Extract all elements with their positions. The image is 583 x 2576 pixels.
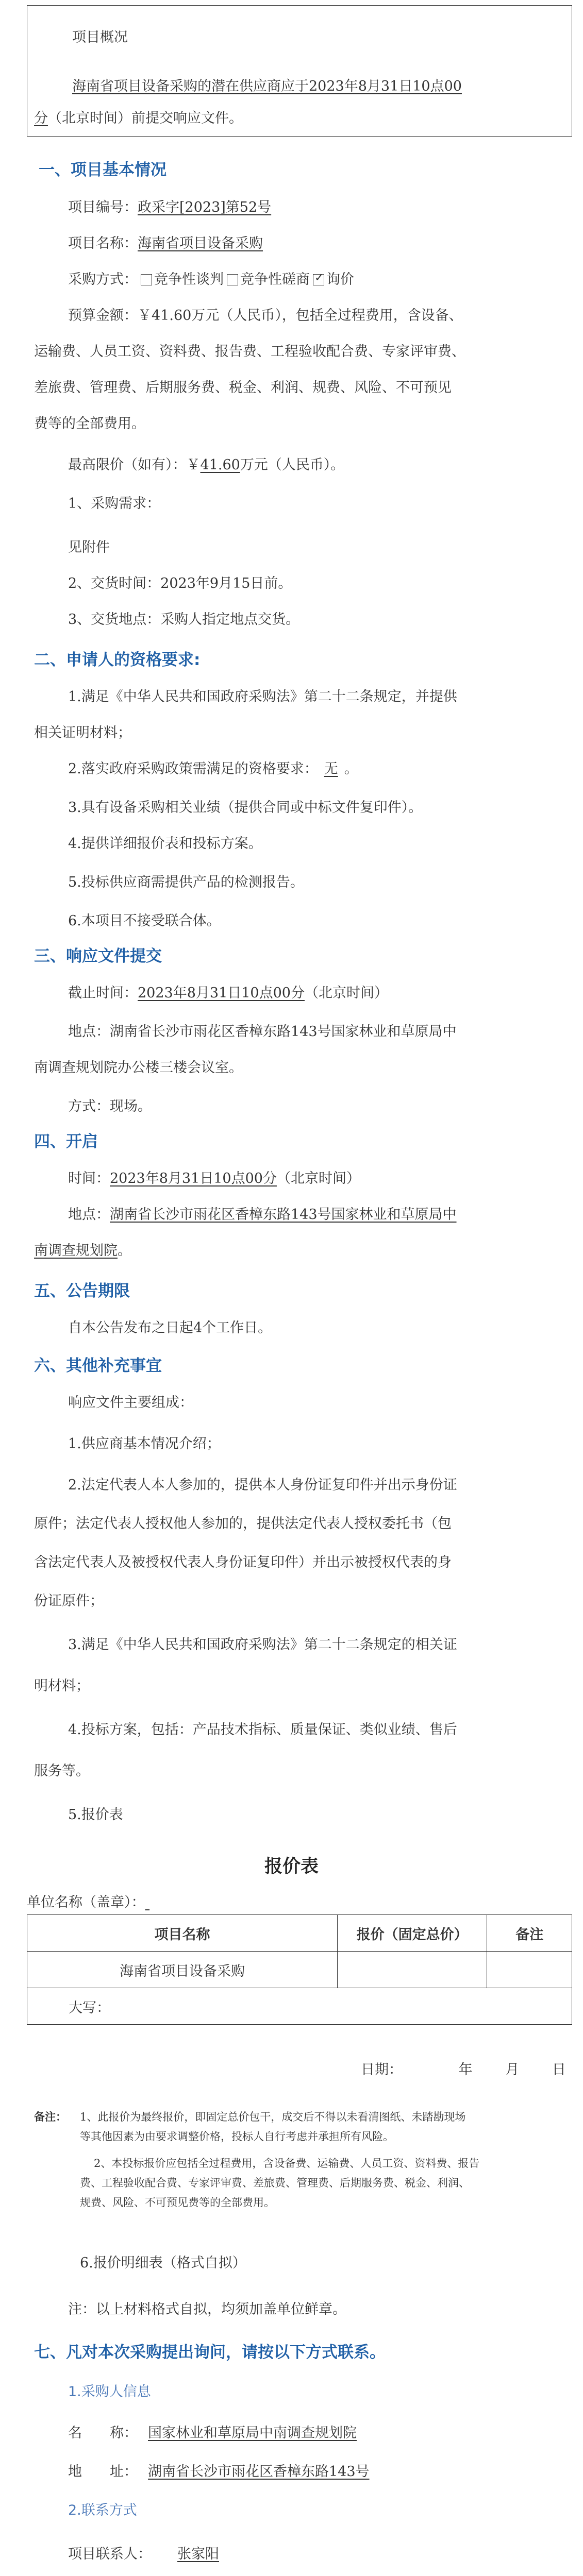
overview-post: （北京时间）前提交响应文件。 — [48, 110, 243, 126]
purchase-method — [68, 268, 354, 288]
cell-uppercase: 大写： — [27, 1988, 572, 2025]
quote-uppercase-row — [27, 1988, 572, 2025]
buyer-address — [68, 2460, 380, 2480]
req-2-label: 2.落实政府采购政策需满足的资格要求： — [68, 761, 318, 777]
docs-2-line-1: 2.法定代表人本人参加的，提供本人身份证复印件并出示身份证 — [68, 1477, 457, 1493]
open-time-value: 2023年8月31日10点00分 — [110, 1171, 277, 1187]
method-option-negotiation: 竞争性谈判 — [154, 272, 224, 287]
checkbox-consultation — [227, 274, 238, 285]
quote-table — [27, 1914, 572, 2025]
header-remark: 备注 — [487, 1915, 572, 1952]
req-2-post: 。 — [344, 761, 358, 777]
budget-line-1: 预算金额：￥41.60万元（人民币），包括全过程费用，含设备、 — [68, 308, 463, 324]
overview-line-1 — [72, 75, 462, 95]
section-3-title: 三、响应文件提交 — [34, 947, 162, 965]
submit-deadline — [68, 981, 388, 1002]
contact-heading: 2.联系方式 — [68, 2502, 137, 2518]
section-5-title: 五、公告期限 — [34, 1282, 130, 1300]
docs-2-line-4: 份证原件； — [34, 1593, 104, 1609]
project-name-value: 海南省项目设备采购 — [138, 235, 263, 251]
open-time-label: 时间： — [68, 1171, 110, 1187]
req-2-value: 无 — [324, 761, 338, 777]
deadline-label: 截止时间： — [68, 985, 138, 1001]
project-no-label: 项目编号： — [68, 199, 138, 215]
unit-name-label — [27, 1891, 300, 1911]
date-day: 日 — [552, 2062, 566, 2078]
section-7-title: 七、凡对本次采购提出询问，请按以下方式联系。 — [34, 2343, 386, 2362]
docs-4-line-2: 服务等。 — [34, 1763, 90, 1779]
method-option-consultation: 竞争性磋商 — [240, 272, 310, 287]
buyer-name-label: 名 称： — [68, 2425, 138, 2441]
max-price-unit: 万元（人民币）。 — [240, 457, 345, 473]
deadline-post: （北京时间） — [304, 985, 388, 1001]
note-2-line-2: 费、工程验收配合费、专家评审费、差旅费、管理费、后期服务费、税金、利润、 — [80, 2177, 470, 2189]
header-project-name: 项目名称 — [27, 1915, 338, 1952]
header-price: 报价（固定总价） — [337, 1915, 487, 1952]
date-label: 日期： — [361, 2062, 403, 2078]
note-1-line-2: 等其他因素为由要求调整价格，投标人自行考虑并承担所有风险。 — [80, 2130, 394, 2143]
section-6-title: 六、其他补充事宜 — [34, 1357, 162, 1375]
contact-person — [68, 2543, 245, 2563]
materials-note: 注：以上材料格式自拟，均须加盖单位鲜章。 — [68, 2301, 346, 2317]
notice-period: 自本公告发布之日起4个工作日。 — [68, 1320, 272, 1336]
buyer-address-label: 地 址： — [68, 2464, 138, 2480]
open-time — [68, 1167, 360, 1187]
project-no — [68, 196, 271, 216]
method-option-inquiry: 询价 — [326, 272, 354, 287]
project-name — [68, 232, 263, 252]
docs-3-line-2: 明材料； — [34, 1678, 90, 1694]
req-2 — [68, 757, 358, 777]
docs-intro: 响应文件主要组成： — [68, 1395, 193, 1411]
req-1-line-2: 相关证明材料； — [34, 725, 131, 741]
docs-4-line-1: 4.投标方案，包括：产品技术指标、质量保证、类似业绩、售后 — [68, 1722, 457, 1738]
max-price — [68, 453, 344, 473]
project-no-value: 政采字[2023]第52号 — [138, 199, 272, 215]
docs-2-line-2: 原件；法定代表人授权他人参加的，提供法定代表人授权委托书（包 — [34, 1516, 452, 1532]
buyer-name-value: 国家林业和草原局中南调查规划院 — [148, 2425, 357, 2441]
open-place-line-1 — [68, 1203, 457, 1223]
req-4: 4.提供详细报价表和投标方案。 — [68, 836, 262, 852]
quote-date — [361, 2058, 566, 2078]
method-label: 采购方式： — [68, 272, 138, 287]
open-time-post: （北京时间） — [276, 1171, 360, 1187]
submit-mode: 方式：现场。 — [68, 1098, 152, 1114]
overview-date-end: 分 — [34, 110, 48, 126]
unit-label: 单位名称（盖章）： — [27, 1894, 145, 1910]
contact-person-label: 项目联系人： — [68, 2546, 152, 2562]
note-1-line-1: 1、此报价为最终报价，即固定总价包干，成交后不得以未看清图纸、未踏勘现场 — [80, 2111, 466, 2123]
open-place-line-2 — [34, 1239, 131, 1259]
overview-text: 海南省项目设备采购的潜在供应商应于 — [72, 78, 309, 94]
deadline-value: 2023年8月31日10点00分 — [138, 985, 305, 1001]
budget-line-3: 差旅费、管理费、后期服务费、税金、利润、规费、风险、不可预见 — [34, 380, 452, 396]
project-name-label: 项目名称： — [68, 235, 138, 251]
overview-date: 2023年8月31日10点00 — [309, 78, 462, 94]
buyer-address-value: 湖南省长沙市雨花区香樟东路143号 — [148, 2464, 370, 2480]
submit-place-line-1: 地点：湖南省长沙市雨花区香樟东路143号国家林业和草原局中 — [68, 1024, 457, 1040]
max-price-label: 最高限价（如有）：￥ — [68, 457, 201, 473]
cell-remark — [487, 1952, 572, 1988]
max-price-value: 41.60 — [200, 457, 240, 473]
date-year: 年 — [458, 2062, 473, 2078]
note-2-line-1: 2、本投标报价应包括全过程费用，含设备费、运输费、人员工资、资料费、报告 — [94, 2157, 480, 2170]
note-label: 备注： — [34, 2110, 66, 2123]
open-place-value-2: 南调查规划院 — [34, 1243, 118, 1259]
docs-6: 6.报价明细表（格式自拟） — [80, 2255, 246, 2271]
date-month: 月 — [505, 2062, 520, 2078]
cell-price — [337, 1952, 487, 1988]
section-2-title: 二、申请人的资格要求: — [34, 651, 201, 669]
cell-project-name: 海南省项目设备采购 — [27, 1952, 338, 1988]
quote-header-row — [27, 1915, 572, 1952]
note-2-line-3: 规费、风险、不可预见费等的全部费用。 — [80, 2196, 275, 2209]
budget-line-2: 运输费、人员工资、资料费、报告费、工程验收配合费、专家评审费、 — [34, 344, 465, 360]
docs-2-line-3: 含法定代表人及被授权代表人身份证复印件）并出示被授权代表的身 — [34, 1554, 452, 1570]
needs-label: 1、采购需求： — [68, 496, 161, 512]
overview-line-2 — [34, 107, 243, 127]
needs-value: 见附件 — [68, 539, 110, 555]
req-1-line-1: 1.满足《中华人民共和国政府采购法》第二十二条规定，并提供 — [68, 689, 457, 705]
docs-1: 1.供应商基本情况介绍； — [68, 1436, 221, 1452]
delivery-place: 3、交货地点：采购人指定地点交货。 — [68, 612, 300, 628]
submit-place-line-2: 南调查规划院办公楼三楼会议室。 — [34, 1060, 243, 1076]
overview-heading: 项目概况 — [72, 29, 128, 45]
req-5: 5.投标供应商需提供产品的检测报告。 — [68, 874, 304, 890]
req-6: 6.本项目不接受联合体。 — [68, 913, 221, 929]
open-place-post: 。 — [118, 1243, 131, 1259]
quote-title: 报价表 — [264, 1856, 319, 1877]
buyer-name — [68, 2421, 367, 2442]
open-place-label: 地点： — [68, 1207, 110, 1223]
docs-5: 5.报价表 — [68, 1807, 123, 1823]
checkbox-inquiry — [313, 274, 324, 285]
open-place-value: 湖南省长沙市雨花区香樟东路143号国家林业和草原局中 — [110, 1207, 457, 1223]
quote-row — [27, 1952, 572, 1988]
contact-person-value: 张家阳 — [177, 2546, 219, 2562]
delivery-time: 2、交货时间：2023年9月15日前。 — [68, 575, 292, 591]
buyer-heading: 1.采购人信息 — [68, 2384, 151, 2400]
budget-line-4: 费等的全部费用。 — [34, 416, 145, 432]
unit-name-blank — [145, 1894, 300, 1910]
req-3: 3.具有设备采购相关业绩（提供合同或中标文件复印件）。 — [68, 800, 423, 816]
checkbox-negotiation — [141, 274, 152, 285]
section-4-title: 四、开启 — [34, 1132, 98, 1151]
section-1-title: 一、项目基本情况 — [39, 161, 166, 179]
docs-3-line-1: 3.满足《中华人民共和国政府采购法》第二十二条规定的相关证 — [68, 1637, 457, 1653]
